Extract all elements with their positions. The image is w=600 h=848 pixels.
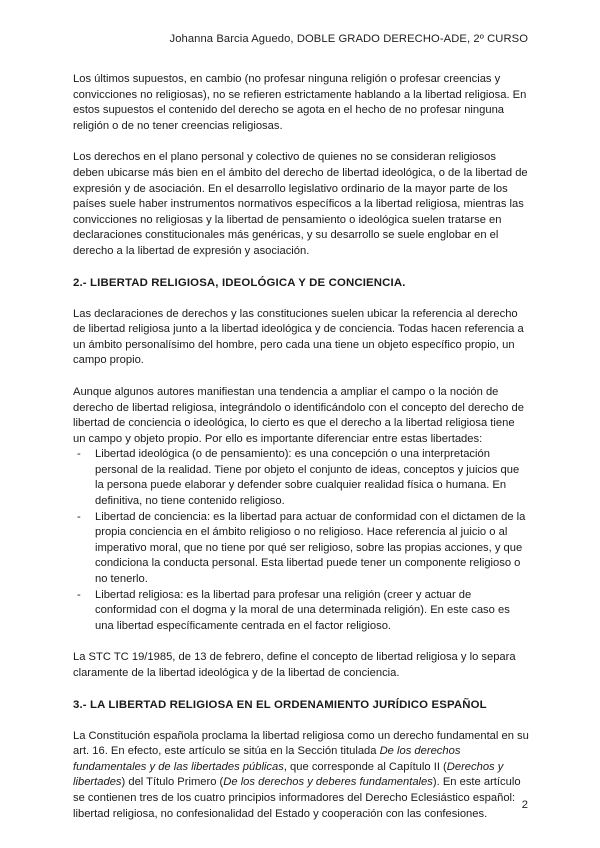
liberties-list xyxy=(73,447,530,634)
p6-italic-section-title: De los derechos fundamentales y de las libertades públicas xyxy=(73,745,461,773)
paragraph-2: Los derechos en el plano personal y colectivo de quienes no se consideran religiosos deben ubicarse más bien en el ámbito del derecho de libertad ideológica, o de la libertad de expresión y de asociación. En el desarrollo legislativo ordinario de la mayor parte de los países suele haber instrumentos normativos específicos a la libertad religiosa, mientras las convicciones no religiosas y la libertad de pensamiento o ideológica suelen tratarse en declaraciones constitucionales más genéricas, y su desarrollo se suele englobar en el derecho a la libertad de expresión y asociación. xyxy=(73,151,528,257)
paragraph-4: Aunque algunos autores manifiestan una tendencia a ampliar el campo o la noción de derecho de libertad religiosa, integrándolo o identificándolo con el concepto del derecho de libertad de conciencia o ideológica, lo cierto es que el derecho a la libertad religiosa tiene un campo y objeto propio. Por ello es importante diferenciar entre estas libertades: xyxy=(73,385,524,445)
page-number: 2 xyxy=(521,799,528,811)
document-body xyxy=(73,72,530,838)
p6-text-2: , que corresponde al Capítulo II ( xyxy=(283,760,447,773)
p6-text-4: ). En este artículo se contienen tres de los cuatro principios informadores del Derecho Eclesiástico español: libertad religiosa, no confesionalidad del Estado y cooperación con las confesiones. xyxy=(73,776,521,820)
paragraph-5: La STC TC 19/1985, de 13 de febrero, define el concepto de libertad religiosa y lo separa claramente de la libertad ideológica y de la libertad de conciencia. xyxy=(73,651,516,679)
paragraph-6 xyxy=(73,729,530,823)
p6-text-3: ) del Título Primero ( xyxy=(121,776,224,789)
paragraph-3: Las declaraciones de derechos y las constituciones suelen ubicar la referencia al derecho de libertad religiosa junto a la libertad ideológica y de conciencia. Todas hacen referencia a un ámbito personalísimo del hombre, pero cada una tiene un objeto específico propio, un campo propio. xyxy=(73,307,524,367)
p6-text-1: La Constitución española proclama la libertad religiosa como un derecho fundamental en su art. 16. En efecto, este artículo se sitúa en la Sección titulada xyxy=(73,729,529,758)
section-heading-3: 3.- LA LIBERTAD RELIGIOSA EN EL ORDENAMIENTO JURÍDICO ESPAÑOL xyxy=(73,698,487,711)
p6-italic-title-name: De los derechos y deberes fundamentales xyxy=(223,776,433,789)
page-header: Johanna Barcia Aguedo, DOBLE GRADO DERECHO-ADE, 2º CURSO xyxy=(169,33,528,45)
section-heading-2: 2.- LIBERTAD RELIGIOSA, IDEOLÓGICA Y DE CONCIENCIA. xyxy=(73,276,406,289)
paragraph-1: Los últimos supuestos, en cambio (no profesar ninguna religión o profesar creencias y convicciones no religiosas), no se refieren estrictamente hablando a la libertad religiosa. En estos supuestos el contenido del derecho se agota en el hecho de no profesar ninguna religión o de no tener creencias religiosas. xyxy=(73,73,527,132)
list-item-ideologica: - Libertad ideológica (o de pensamiento): es una concepción o una interpretación personal de la realidad. Tiene por objeto el conjunto de ideas, conceptos y juicios que la persona puede elaborar y defender sobre cualquier realidad física o humana. En definitiva, no tiene contenido religioso. xyxy=(73,447,530,509)
p6-italic-chapter-title: Derechos y libertades xyxy=(73,760,504,789)
list-item-conciencia: - Libertad de conciencia: es la libertad para actuar de conformidad con el dictamen de la propia conciencia en el ámbito religioso o no religioso. Hace referencia al juicio o al imperativo moral, que no tiene por qué ser religioso, sobre las propias acciones, y que condiciona la conducta personal. Esta libertad puede tener un componente religioso o no tenerlo. xyxy=(73,510,530,588)
list-item-religiosa: - Libertad religiosa: es la libertad para profesar una religión (creer y actuar de conformidad con el dogma y la moral de una determinada religión). En este caso es una libertad específicamente centrada en el factor religioso. xyxy=(73,588,530,635)
